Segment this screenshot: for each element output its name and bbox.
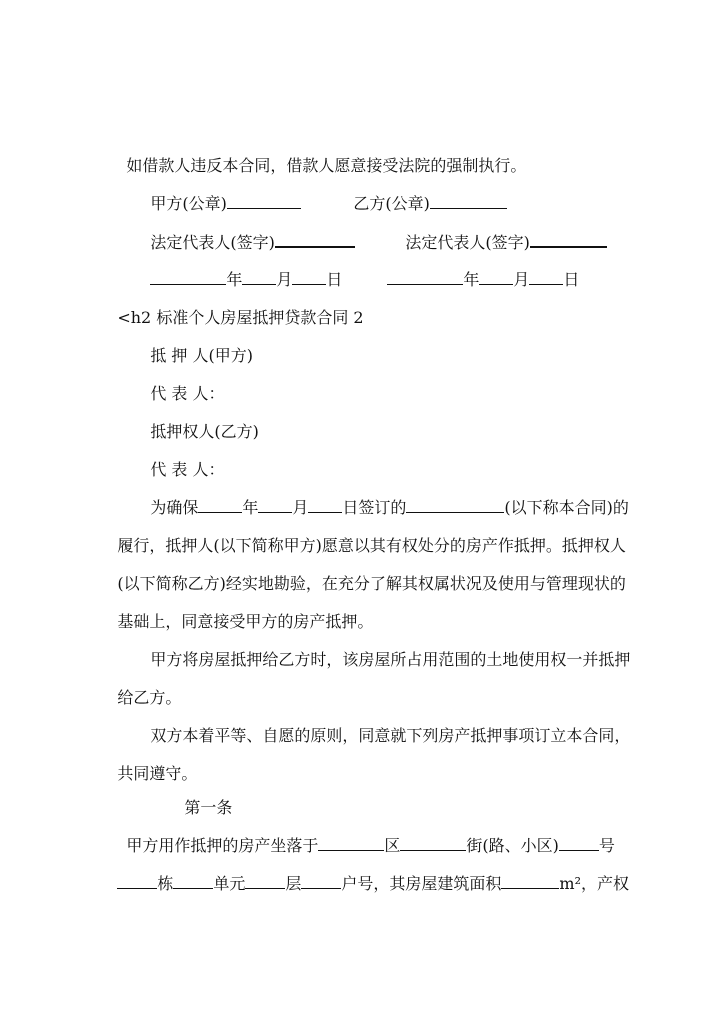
blank-field (258, 498, 292, 513)
text: 栋 (157, 874, 174, 893)
party-b-rep-label: 法定代表人(签字) (405, 233, 530, 252)
text: 层 (285, 874, 302, 893)
text: 年 (242, 498, 259, 517)
blank-field (308, 498, 342, 513)
party-b-seal-label: 乙方(公章) (353, 194, 430, 213)
date-month: 月 (276, 270, 293, 289)
text: (以下简称乙方)经实地勘验，在充分了解其权属状况及使用与管理现状的 (117, 574, 626, 593)
text: 代 表 人： (150, 384, 225, 403)
blank-field (292, 270, 326, 285)
blank-field (400, 836, 466, 851)
blank-field (227, 194, 301, 209)
text: 抵 押 人(甲方) (150, 346, 254, 365)
blank-field (530, 232, 607, 248)
date-year: 年 (463, 270, 480, 289)
blank-field (559, 836, 599, 851)
text: 代 表 人： (150, 460, 225, 479)
text: 为确保 (150, 498, 199, 517)
text: 区 (384, 836, 401, 855)
paragraph-line (130, 630, 630, 690)
text: (以下称本合同)的 (504, 498, 629, 517)
text: 抵押权人(乙方) (150, 422, 259, 441)
text: m²，产权 (559, 874, 629, 893)
blank-field (406, 498, 504, 513)
paragraph-line (130, 706, 630, 766)
blank-field (173, 874, 213, 889)
date-line-b (367, 250, 579, 310)
text: 单元 (213, 874, 246, 893)
text: 户号，其房屋建筑面积 (341, 874, 502, 893)
date-day: 日 (326, 270, 343, 289)
blank-field (529, 270, 563, 285)
blank-field (387, 270, 463, 285)
text: 日签订的 (342, 498, 407, 517)
heading-text: <h2 标准个人房屋抵押贷款合同 2 (117, 308, 364, 327)
text: 双方本着平等、自愿的原则，同意就下列房产抵押事项订立本合同， (150, 726, 631, 745)
text: 第一条 (184, 798, 233, 817)
date-year: 年 (226, 270, 243, 289)
text: 共同遵守。 (117, 764, 198, 783)
text: 给乙方。 (117, 688, 182, 707)
blank-field (479, 270, 513, 285)
paragraph-line (97, 854, 629, 914)
blank-field (117, 874, 157, 889)
text: 街(路、小区) (466, 836, 559, 855)
date-day: 日 (563, 270, 580, 289)
text: 号 (598, 836, 615, 855)
text: 如借款人违反本合同，借款人愿意接受法院的强制执行。 (126, 156, 527, 175)
date-month: 月 (513, 270, 530, 289)
blank-field (150, 270, 226, 285)
text: 履行，抵押人(以下简称甲方)愿意以其有权处分的房产作抵押。抵押权人 (117, 536, 626, 555)
blank-field (275, 232, 355, 248)
party-a-seal-label: 甲方(公章) (150, 194, 227, 213)
blank-field (301, 874, 341, 889)
text: 甲方用作抵押的房产坐落于 (126, 836, 319, 855)
text: 甲方将房屋抵押给乙方时，该房屋所占用范围的土地使用权一并抵押 (150, 650, 631, 669)
blank-field (318, 836, 384, 851)
text: 基础上，同意接受甲方的房产抵押。 (117, 612, 374, 631)
blank-field (198, 498, 242, 513)
party-a-rep-label: 法定代表人(签字) (150, 233, 275, 252)
blank-field (430, 194, 507, 209)
text: 月 (292, 498, 309, 517)
blank-field (501, 874, 559, 889)
blank-field (242, 270, 276, 285)
blank-field (245, 874, 285, 889)
